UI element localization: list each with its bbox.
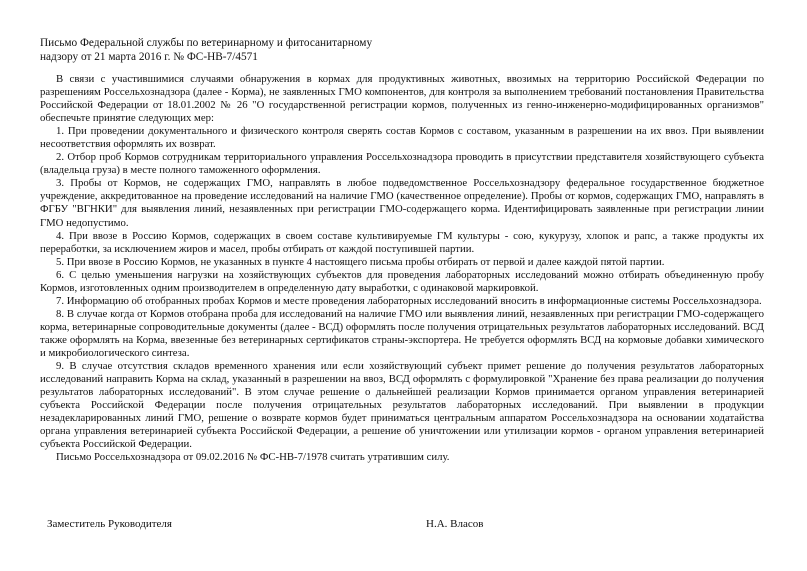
document-body [40,73,764,464]
item-7-paragraph: 7. Информацию об отобранных пробах Кормов и месте проведения лабораторных исследований вносить в информационные системы Россельхознадзора. [56,294,762,307]
item-8-paragraph: 8. В случае когда от Кормов отобрана проба для исследований на наличие ГМО или выявления линий, незаявленных при регистрации ГМО-содержащего корма, ветеринарные сопроводительные документы (далее - ВСД) оформлять после получения отрицательных результатов лабораторных исследований. ВСД также оформлять на Корма, ввезенные без ветеринарных сертификатов страны-экспортера. Не требуется оформлять ВСД на кормовые добавки химического и микробиологического синтеза. [40,307,764,359]
item-2-paragraph: 2. Отбор проб Кормов сотрудникам территориального управления Россельхознадзора проводить в присутствии представителя хозяйствующего субъекта (владельца груза) в месте полного таможенного оформления. [40,151,764,177]
document-title-line-2: надзору от 21 марта 2016 г. № ФС-НВ-7/4571 [40,50,258,63]
item-9-paragraph: 9. В случае отсутствия складов временного хранения или если хозяйствующий субъект примет решение до получения результатов лабораторных исследований направить Корма на склад, указанный в разрешении на ввоз, ВСД оформлять с формулировкой "Хранение без права реализации до получения результатов лабораторных исследований". В этом случае решение о дальнейшей реализации Кормов принимается органом управления ветеринарией субъекта Российской Федерации после получения отрицательных результатов лабораторных исследований. При выявлении в продукции незадекларированных линий ГМО, решение о возврате кормов будет приниматься центральным аппаратом Россельхознадзора на основании ходатайства органа управления ветеринарией субъекта Российской Федерации, а решение об уничтожении или утилизации кормов - органом управления ветеринарией субъекта Российской Федерации. [40,360,764,451]
item-3-paragraph: 3. Пробы от Кормов, не содержащих ГМО, направлять в любое подведомственное Россельхознадзору федеральное государственное бюджетное учреждение, аккредитованное на проведение исследований на наличие ГМО (качественное определение). Пробы от кормов, содержащих ГМО, направлять в ФГБУ "ВГНКИ" для выявления линий, незаявленных при регистрации ГМО-содержащего корма. Идентифицировать заявленные при регистрации линии ГМО недопустимо. [40,177,764,229]
signature-block [0,518,807,534]
item-4-paragraph: 4. При ввозе в Россию Кормов, содержащих в своем составе культивируемые ГМ культуры - сою, кукурузу, хлопок и рапс, а также продукты их переработки, за исключением жиров и масел, пробы отбирать от каждой поступившей партии. [40,229,764,255]
intro-paragraph: В связи с участившимися случаями обнаружения в кормах для продуктивных животных, ввозимых на территорию Российской Федерации по разрешениям Россельхознадзора (далее - Корма), не заявленных ГМО компонентов, для контроля за выполнением требований постановления Правительства Российской Федерации от 18.01.2002 № 26 "О государственной регистрации кормов, полученных из генно-инженерно-модифицированных организмов" обеспечьте принятие следующих мер: [40,73,764,125]
item-5-paragraph: 5. При ввозе в Россию Кормов, не указанных в пункте 4 настоящего письма пробы отбирать от первой и далее каждой пятой партии. [56,255,665,268]
signatory-position: Заместитель Руководителя [47,518,172,530]
document-title-line-1: Письмо Федеральной службы по ветеринарному и фитосанитарному [40,37,373,49]
document-title [40,37,540,64]
closing-paragraph: Письмо Россельхознадзора от 09.02.2016 № ФС-НВ-7/1978 считать утратившим силу. [56,451,450,464]
item-1-paragraph: 1. При проведении документального и физического контроля сверять состав Кормов с составом, указанным в разрешении на их ввоз. При выявлении несоответствия оформлять их возврат. [40,125,764,151]
signatory-name: Н.А. Власов [426,518,484,530]
item-6-paragraph: 6. С целью уменьшения нагрузки на хозяйствующих субъектов для проведения лабораторных исследований можно отбирать объединенную пробу Кормов, изготовленных одним производителем в определенную дату выработки, с одинаковой маркировкой. [40,268,764,294]
